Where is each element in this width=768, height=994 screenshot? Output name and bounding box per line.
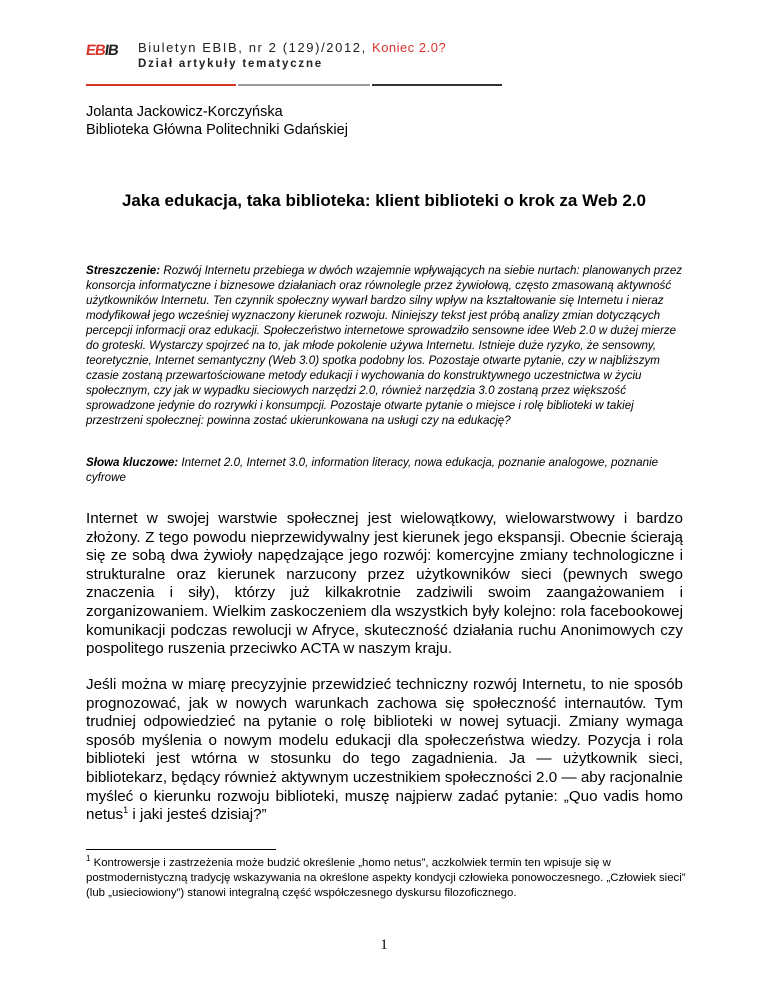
author-name: Jolanta Jackowicz-Korczyńska	[86, 104, 283, 120]
issue-title: Koniec 2.0?	[372, 40, 447, 55]
rule-red	[86, 84, 236, 86]
paragraph-2-text: Jeśli można w miarę precyzyjnie przewidzieć techniczny rozwój Internetu, to nie sposób prognozować, jak w nowych warunkach zachowa się społeczność internautów. Tym trudniej odpowiedzieć na pytanie o rolę biblioteki w nowej sytuacji. Zmiany wymaga sposób myślenia o nowym modelu edukacji dla społeczeństwa wiedzy. Pozycja i rola biblioteki jest wtórna w stosunku do tego zagadnienia. Ja — użytkownik sieci, bibliotekarz, będący również aktywnym uczestnikiem społeczności 2.0 — aby racjonalnie myśleć o kierunku rozwoju biblioteki, muszę najpierw zadać pytanie: „Quo vadis homo netus	[86, 676, 683, 824]
header-rules	[86, 84, 686, 87]
author-block	[86, 103, 348, 139]
abstract	[86, 263, 683, 428]
keywords-label: Słowa kluczowe:	[86, 456, 179, 469]
author-affiliation: Biblioteka Główna Politechniki Gdańskiej	[86, 122, 348, 138]
abstract-label: Streszczenie:	[86, 264, 161, 277]
footnote	[86, 856, 686, 901]
article-title: Jaka edukacja, taka biblioteka: klient biblioteki o krok za Web 2.0	[121, 191, 647, 210]
bulletin-info: Biuletyn EBIB, nr 2 (129)/2012,	[138, 40, 373, 55]
body-paragraph-2	[86, 676, 683, 825]
footnote-number: 1	[86, 854, 91, 864]
footnote-reference[interactable]: 1	[123, 805, 129, 816]
abstract-text: Rozwój Internetu przebiega w dwóch wzajemnie wpływających na siebie nurtach: planowanych przez konsorcja informatyczne i biznesowe działaniach oraz równolegle przez żywiołową, często zmasowaną aktywność użytkowników Internetu. Ten czynnik społeczny wywarł bardzo silny wpływ na kształtowanie się Internetu i nieraz modyfikował jego wcześniej wyznaczony kierunek rozwoju. Niniejszy tekst jest próbą analizy zmian dotyczących percepcji informacji oraz edukacji. Społeczeństwo internetowe sprowadziło sensowne idee Web 2.0 w dużej mierze do groteski. Wystarczy spojrzeć na to, jak młode pokolenie używa Internetu. Istnieje duże ryzyko, że sensowny, teoretycznie, Internet semantyczny (Web 3.0) spotka podobny los. Pozostaje otwarte pytanie, czy w najbliższym czasie zostaną przewartościowane metody edukacji i wychowania do konstruktywnego uczestnictwa w życiu społecznym, czy jak w wypadku sieciowych narzędzi 2.0, również narzędzia 3.0 zostaną przez większość sprowadzone jedynie do rozrywki i konsumpcji. Pozostaje otwarte pytanie o miejsce i rolę biblioteki w takiej przestrzeni społecznej: powinna zostać ukierunkowana na usługi czy na edukację?	[86, 264, 683, 427]
bulletin-line	[138, 40, 446, 55]
keywords	[86, 455, 683, 485]
section-name: Dział artykuły tematyczne	[138, 58, 323, 70]
logo-dark-part: IB	[103, 42, 120, 59]
footnote-text: Kontrowersje i zastrzeżenia może budzić określenie „homo netus”, aczkolwiek termin ten wpisuje się w postmodernistyczną tradycję wskazywania na określone aspekty kondycji człowieka ponowoczesnego. „Człowiek sieci” (lub „usieciowiony”) stanowi integralną część współczesnego dyskursu filozoficznego.	[86, 857, 686, 899]
paragraph-2-end: i jaki jesteś dzisiaj?”	[128, 806, 267, 824]
body-paragraph-1: Internet w swojej warstwie społecznej jest wielowątkowy, wielowarstwowy i bardzo złożony. Z tego powodu nieprzewidywalny jest kierunek jego ekspansji. Obecnie ścierają się ze sobą dwa żywioły napędzające jego rozwój: komercyjne zmiany technologiczne i strukturalne oraz kierunek narzucony przez użytkowników sieci (pewnych swego znaczenia i siły), którzy już kilkakrotnie zadziwili swoim zaangażowaniem i zorganizowaniem. Wielkim zaskoczeniem dla wszystkich były kolejno: rola facebookowej komunikacji podczas rewolucji w Afryce, skuteczność działania ruchu Anonimowych czy pospolitego ruszenia przeciwko ACTA w naszym kraju.	[86, 510, 683, 658]
ebib-logo	[85, 42, 119, 59]
keywords-text: Internet 2.0, Internet 3.0, information literacy, nowa edukacja, poznanie analogowe, poznanie cyfrowe	[86, 456, 659, 484]
logo-red-part: EB	[84, 42, 107, 59]
footnote-divider	[86, 849, 276, 850]
rule-gray	[238, 84, 370, 86]
page-header	[86, 40, 686, 90]
page-number: 1	[380, 937, 388, 953]
rule-dark	[372, 84, 502, 86]
